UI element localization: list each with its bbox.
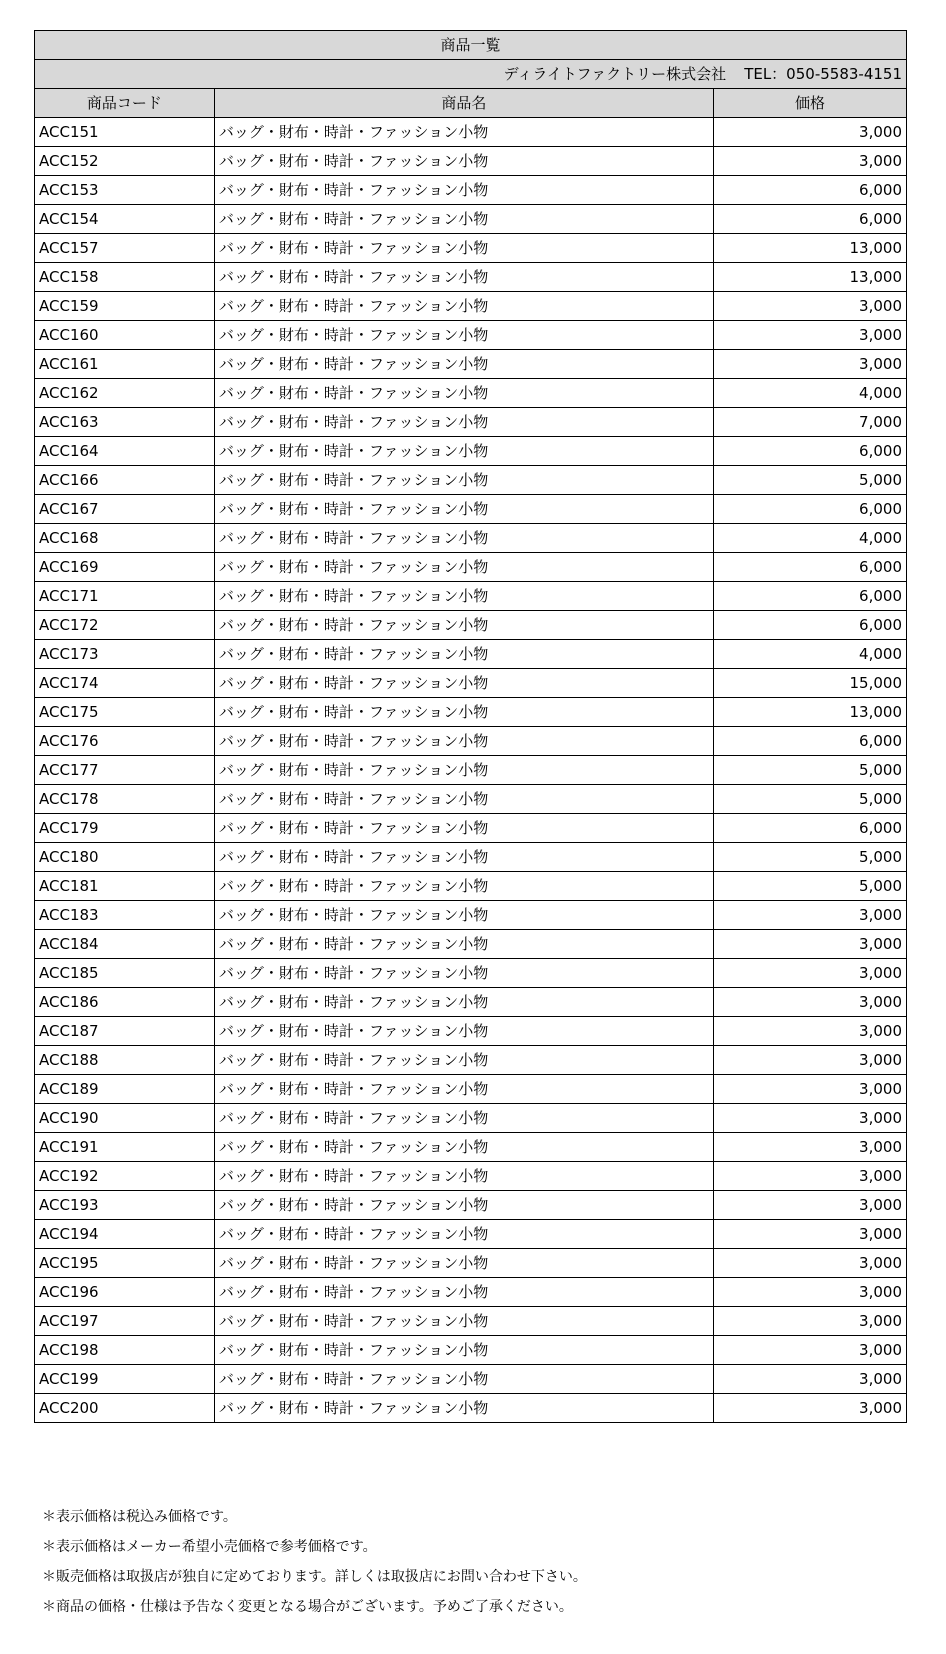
note-retailer-price: ＊販売価格は取扱店が独自に定めております。詳しくは取扱店にお問い合わせ下さい。: [42, 1569, 587, 1585]
price-cell: 4,000: [713, 524, 906, 553]
price-cell: 3,000: [713, 1075, 906, 1104]
company-row: [35, 60, 907, 89]
product-code-cell: ACC192: [35, 1162, 215, 1191]
table-row: [35, 147, 907, 176]
price-cell: 3,000: [713, 1104, 906, 1133]
table-row: [35, 1336, 907, 1365]
product-code-cell: ACC176: [35, 727, 215, 756]
product-code-cell: ACC200: [35, 1394, 215, 1423]
table-row: [35, 1162, 907, 1191]
price-cell: 3,000: [713, 147, 906, 176]
table-row: [35, 1220, 907, 1249]
price-cell: 3,000: [713, 930, 906, 959]
price-cell: 3,000: [713, 350, 906, 379]
product-code-cell: ACC171: [35, 582, 215, 611]
table-title-row: [35, 31, 907, 60]
table-row: [35, 1075, 907, 1104]
product-name-cell: バッグ・財布・時計・ファッション小物: [214, 1075, 713, 1104]
price-cell: 3,000: [713, 1162, 906, 1191]
product-name-cell: バッグ・財布・時計・ファッション小物: [214, 292, 713, 321]
product-code-cell: ACC167: [35, 495, 215, 524]
product-name-cell: バッグ・財布・時計・ファッション小物: [214, 321, 713, 350]
table-row: [35, 437, 907, 466]
product-code-cell: ACC193: [35, 1191, 215, 1220]
product-code-cell: ACC157: [35, 234, 215, 263]
column-header-row: [35, 89, 907, 118]
product-name-cell: バッグ・財布・時計・ファッション小物: [214, 495, 713, 524]
price-cell: 6,000: [713, 727, 906, 756]
price-cell: 3,000: [713, 1191, 906, 1220]
product-name-cell: バッグ・財布・時計・ファッション小物: [214, 727, 713, 756]
table-row: [35, 408, 907, 437]
table-row: [35, 843, 907, 872]
table-row: [35, 1249, 907, 1278]
table-row: [35, 379, 907, 408]
product-name-cell: バッグ・財布・時計・ファッション小物: [214, 1336, 713, 1365]
price-cell: 3,000: [713, 1133, 906, 1162]
product-name-cell: バッグ・財布・時計・ファッション小物: [214, 437, 713, 466]
product-name-cell: バッグ・財布・時計・ファッション小物: [214, 901, 713, 930]
product-code-cell: ACC169: [35, 553, 215, 582]
header-product-code: 商品コード: [35, 89, 215, 118]
product-code-cell: ACC199: [35, 1365, 215, 1394]
product-code-cell: ACC166: [35, 466, 215, 495]
price-cell: 5,000: [713, 872, 906, 901]
table-row: [35, 524, 907, 553]
table-row: [35, 553, 907, 582]
product-code-cell: ACC174: [35, 669, 215, 698]
product-name-cell: バッグ・財布・時計・ファッション小物: [214, 872, 713, 901]
product-code-cell: ACC152: [35, 147, 215, 176]
product-name-cell: バッグ・財布・時計・ファッション小物: [214, 466, 713, 495]
price-cell: 6,000: [713, 176, 906, 205]
table-row: [35, 1017, 907, 1046]
price-cell: 13,000: [713, 698, 906, 727]
header-product-name: 商品名: [214, 89, 713, 118]
product-list-table: [34, 30, 907, 1423]
price-cell: 3,000: [713, 1046, 906, 1075]
table-row: [35, 988, 907, 1017]
product-code-cell: ACC191: [35, 1133, 215, 1162]
product-name-cell: バッグ・財布・時計・ファッション小物: [214, 785, 713, 814]
product-name-cell: バッグ・財布・時計・ファッション小物: [214, 234, 713, 263]
product-code-cell: ACC161: [35, 350, 215, 379]
product-code-cell: ACC189: [35, 1075, 215, 1104]
product-code-cell: ACC184: [35, 930, 215, 959]
price-cell: 3,000: [713, 959, 906, 988]
product-code-cell: ACC181: [35, 872, 215, 901]
product-name-cell: バッグ・財布・時計・ファッション小物: [214, 1104, 713, 1133]
table-row: [35, 611, 907, 640]
product-code-cell: ACC151: [35, 118, 215, 147]
product-name-cell: バッグ・財布・時計・ファッション小物: [214, 640, 713, 669]
product-code-cell: ACC188: [35, 1046, 215, 1075]
table-row: [35, 930, 907, 959]
note-price-change: ＊商品の価格・仕様は予告なく変更となる場合がございます。予めご了承ください。: [42, 1599, 573, 1615]
product-code-cell: ACC190: [35, 1104, 215, 1133]
price-cell: 7,000: [713, 408, 906, 437]
company-tel: TEL：050-5583-4151: [744, 65, 902, 83]
product-code-cell: ACC197: [35, 1307, 215, 1336]
price-cell: 6,000: [713, 205, 906, 234]
product-name-cell: バッグ・財布・時計・ファッション小物: [214, 611, 713, 640]
product-name-cell: バッグ・財布・時計・ファッション小物: [214, 988, 713, 1017]
product-code-cell: ACC163: [35, 408, 215, 437]
product-name-cell: バッグ・財布・時計・ファッション小物: [214, 263, 713, 292]
table-row: [35, 350, 907, 379]
product-name-cell: バッグ・財布・時計・ファッション小物: [214, 959, 713, 988]
table-row: [35, 582, 907, 611]
product-code-cell: ACC180: [35, 843, 215, 872]
price-cell: 3,000: [713, 292, 906, 321]
table-row: [35, 814, 907, 843]
product-name-cell: バッグ・財布・時計・ファッション小物: [214, 582, 713, 611]
product-name-cell: バッグ・財布・時計・ファッション小物: [214, 1046, 713, 1075]
table-row: [35, 495, 907, 524]
company-name: ディライトファクトリー株式会社: [503, 65, 727, 83]
table-row: [35, 1191, 907, 1220]
product-code-cell: ACC194: [35, 1220, 215, 1249]
table-row: [35, 1365, 907, 1394]
product-name-cell: バッグ・財布・時計・ファッション小物: [214, 1394, 713, 1423]
table-row: [35, 1046, 907, 1075]
table-title: 商品一覧: [35, 31, 907, 60]
price-cell: 6,000: [713, 611, 906, 640]
product-code-cell: ACC159: [35, 292, 215, 321]
product-name-cell: バッグ・財布・時計・ファッション小物: [214, 524, 713, 553]
price-cell: 6,000: [713, 553, 906, 582]
product-code-cell: ACC154: [35, 205, 215, 234]
price-cell: 3,000: [713, 901, 906, 930]
price-cell: 6,000: [713, 814, 906, 843]
price-cell: 3,000: [713, 1365, 906, 1394]
table-row: [35, 263, 907, 292]
note-tax-included: ＊表示価格は税込み価格です。: [42, 1509, 237, 1525]
product-name-cell: バッグ・財布・時計・ファッション小物: [214, 669, 713, 698]
price-cell: 5,000: [713, 756, 906, 785]
table-row: [35, 176, 907, 205]
product-name-cell: バッグ・財布・時計・ファッション小物: [214, 408, 713, 437]
product-name-cell: バッグ・財布・時計・ファッション小物: [214, 1133, 713, 1162]
table-row: [35, 466, 907, 495]
table-row: [35, 1307, 907, 1336]
product-name-cell: バッグ・財布・時計・ファッション小物: [214, 843, 713, 872]
table-row: [35, 901, 907, 930]
product-code-cell: ACC164: [35, 437, 215, 466]
price-cell: 3,000: [713, 1249, 906, 1278]
note-reference-price: ＊表示価格はメーカー希望小売価格で参考価格です。: [42, 1539, 377, 1555]
product-name-cell: バッグ・財布・時計・ファッション小物: [214, 553, 713, 582]
company-info: [35, 60, 907, 89]
product-name-cell: バッグ・財布・時計・ファッション小物: [214, 1220, 713, 1249]
table-row: [35, 205, 907, 234]
product-code-cell: ACC172: [35, 611, 215, 640]
product-code-cell: ACC178: [35, 785, 215, 814]
product-name-cell: バッグ・財布・時計・ファッション小物: [214, 118, 713, 147]
price-cell: 5,000: [713, 843, 906, 872]
product-code-cell: ACC177: [35, 756, 215, 785]
product-name-cell: バッグ・財布・時計・ファッション小物: [214, 814, 713, 843]
table-row: [35, 118, 907, 147]
price-cell: 3,000: [713, 1278, 906, 1307]
product-name-cell: バッグ・財布・時計・ファッション小物: [214, 205, 713, 234]
product-code-cell: ACC168: [35, 524, 215, 553]
product-name-cell: バッグ・財布・時計・ファッション小物: [214, 930, 713, 959]
price-cell: 3,000: [713, 1307, 906, 1336]
table-row: [35, 756, 907, 785]
product-code-cell: ACC175: [35, 698, 215, 727]
price-cell: 3,000: [713, 1394, 906, 1423]
table-row: [35, 292, 907, 321]
product-code-cell: ACC158: [35, 263, 215, 292]
product-name-cell: バッグ・財布・時計・ファッション小物: [214, 1162, 713, 1191]
price-cell: 3,000: [713, 988, 906, 1017]
price-cell: 3,000: [713, 1336, 906, 1365]
price-cell: 4,000: [713, 379, 906, 408]
product-name-cell: バッグ・財布・時計・ファッション小物: [214, 350, 713, 379]
product-code-cell: ACC160: [35, 321, 215, 350]
product-code-cell: ACC196: [35, 1278, 215, 1307]
price-cell: 3,000: [713, 118, 906, 147]
price-cell: 5,000: [713, 466, 906, 495]
price-cell: 6,000: [713, 495, 906, 524]
product-code-cell: ACC183: [35, 901, 215, 930]
table-row: [35, 234, 907, 263]
price-cell: 3,000: [713, 1220, 906, 1249]
product-name-cell: バッグ・財布・時計・ファッション小物: [214, 1249, 713, 1278]
table-row: [35, 669, 907, 698]
product-name-cell: バッグ・財布・時計・ファッション小物: [214, 1365, 713, 1394]
product-name-cell: バッグ・財布・時計・ファッション小物: [214, 176, 713, 205]
product-name-cell: バッグ・財布・時計・ファッション小物: [214, 1307, 713, 1336]
price-cell: 13,000: [713, 263, 906, 292]
price-cell: 13,000: [713, 234, 906, 263]
product-code-cell: ACC162: [35, 379, 215, 408]
product-code-cell: ACC185: [35, 959, 215, 988]
product-name-cell: バッグ・財布・時計・ファッション小物: [214, 1278, 713, 1307]
table-row: [35, 640, 907, 669]
product-code-cell: ACC153: [35, 176, 215, 205]
table-body: [35, 118, 907, 1423]
product-name-cell: バッグ・財布・時計・ファッション小物: [214, 756, 713, 785]
table-row: [35, 1394, 907, 1423]
product-code-cell: ACC187: [35, 1017, 215, 1046]
product-code-cell: ACC186: [35, 988, 215, 1017]
price-cell: 6,000: [713, 582, 906, 611]
table-row: [35, 872, 907, 901]
table-row: [35, 1278, 907, 1307]
price-cell: 4,000: [713, 640, 906, 669]
product-name-cell: バッグ・財布・時計・ファッション小物: [214, 147, 713, 176]
table-row: [35, 727, 907, 756]
header-price: 価格: [713, 89, 906, 118]
price-cell: 3,000: [713, 321, 906, 350]
table-row: [35, 321, 907, 350]
table-row: [35, 1133, 907, 1162]
table-row: [35, 1104, 907, 1133]
price-cell: 5,000: [713, 785, 906, 814]
table-row: [35, 959, 907, 988]
table-row: [35, 698, 907, 727]
notes-section: [42, 1502, 587, 1622]
product-name-cell: バッグ・財布・時計・ファッション小物: [214, 1191, 713, 1220]
table-row: [35, 785, 907, 814]
product-name-cell: バッグ・財布・時計・ファッション小物: [214, 379, 713, 408]
product-code-cell: ACC179: [35, 814, 215, 843]
product-name-cell: バッグ・財布・時計・ファッション小物: [214, 698, 713, 727]
product-code-cell: ACC173: [35, 640, 215, 669]
product-name-cell: バッグ・財布・時計・ファッション小物: [214, 1017, 713, 1046]
product-code-cell: ACC198: [35, 1336, 215, 1365]
product-code-cell: ACC195: [35, 1249, 215, 1278]
price-cell: 3,000: [713, 1017, 906, 1046]
price-cell: 6,000: [713, 437, 906, 466]
price-cell: 15,000: [713, 669, 906, 698]
